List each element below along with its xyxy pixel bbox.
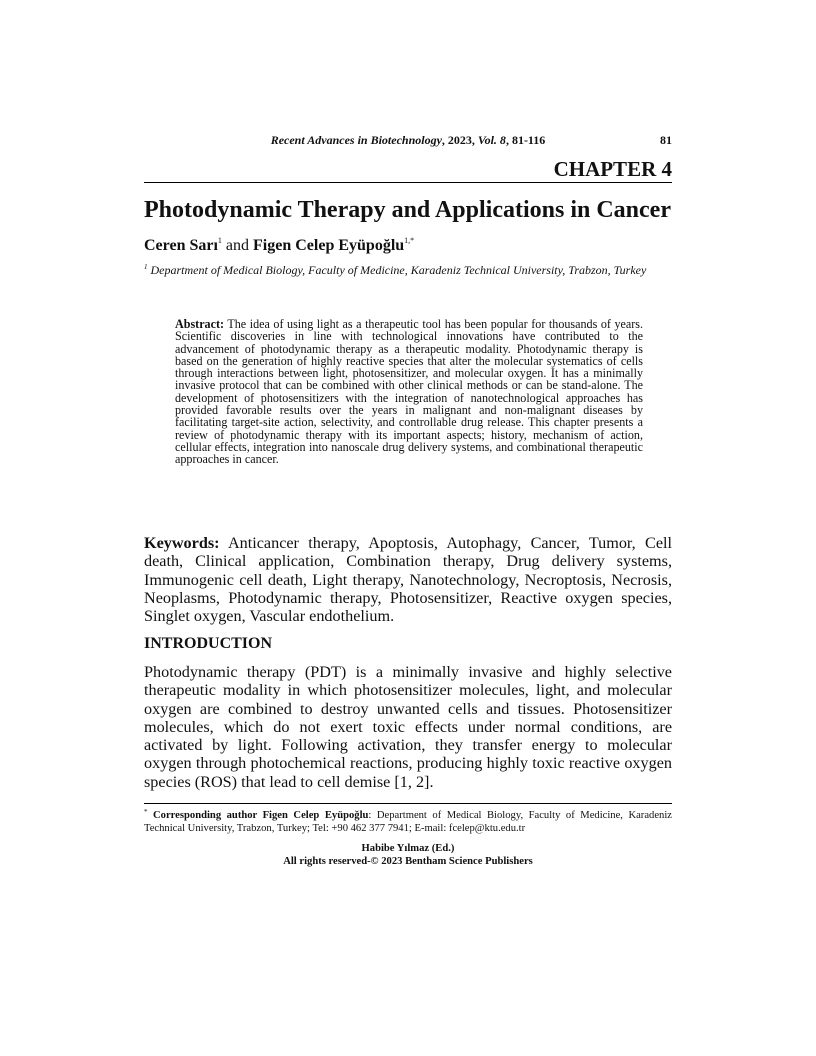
chapter-label: CHAPTER 4 <box>553 157 672 181</box>
author-name: Figen Celep Eyüpoğlu <box>253 237 405 254</box>
footnote: * Corresponding author Figen Celep Eyüpoğlu: Department of Medical Biology, Faculty of Medicine, Karadeniz Technical University, Trabzon, Turkey; Tel: +90 462 377 7941; E-mail: fcelep@ktu.edu.tr <box>144 808 672 834</box>
author-name: Ceren Sarı <box>144 237 218 254</box>
publisher-info <box>144 843 672 868</box>
keywords: Keywords: Anticancer therapy, Apoptosis, Autophagy, Cancer, Tumor, Cell death, Clinical application, Combination therapy, Drug delivery systems, Immunogenic cell death, Light therapy, Nanotechnology, Necroptosis, Necrosis, Neoplasms, Photodynamic therapy, Photosensitizer, Reactive oxygen species, Singlet oxygen, Vascular endothelium. <box>144 534 672 626</box>
affiliation: $^1$ Department of Medical Biology, Faculty of Medicine, Karadeniz Technical University, Trabzon, Turkey <box>144 263 647 277</box>
keywords-label: Keywords: <box>144 534 220 552</box>
chapter-divider <box>144 182 672 183</box>
section-heading: INTRODUCTION <box>144 635 273 652</box>
abstract: Abstract: The idea of using light as a therapeutic tool has been popular for thousands of years. Scientific discoveries in line with technological innovations have contributed to the advancement of photodynamic therapy as a therapeutic modality. Photodynamic therapy is based on the generation of highly reactive species that alter the molecular systematics of cells through interactions between light, photosensitizer, and molecular oxygen. It has a minimally invasive protocol that can be combined with other clinical methods or can be stand-alone. The development of photosensitizers with the integration of nanotechnological approaches has provided favorable results over the years in malignant and non-malignant diseases by facilitating target-site action, selectivity, and controllable drug release. This chapter presents a review of photodynamic therapy with its important aspects; history, mechanism of action, cellular effects, integration into nanoscale drug delivery systems, and combinational therapeutic approaches in cancer. <box>175 317 643 467</box>
journal-citation: Recent Advances in Biotechnology, 2023, Vol. 8, 81-116 <box>270 133 546 147</box>
footnote-divider <box>144 803 672 804</box>
abstract-label: Abstract: <box>175 317 225 331</box>
author-line: Ceren Sarı$^1$ and Figen Celep Eyüpoğlu$^{1,*}$ <box>144 236 415 254</box>
rights-line: All rights reserved-© 2023 Bentham Science Publishers <box>283 855 533 867</box>
editor-line: Habibe Yılmaz (Ed.) <box>361 843 455 854</box>
body-paragraph: Photodynamic therapy (PDT) is a minimally invasive and highly selective therapeutic modality in which photosensitizer molecules, light, and molecular oxygen are combined to destroy unwanted cells and tissues. Photosensitizer molecules, which do not exert toxic effects under normal conditions, are activated by light. Following activation, they transfer energy to molecular oxygen through photochemical reactions, producing highly toxic reactive oxygen species (ROS) that lead to cell demise [1, 2]. <box>144 663 672 791</box>
page-title: Photodynamic Therapy and Applications in Cancer <box>144 197 671 223</box>
page-number: 81 <box>660 133 672 147</box>
